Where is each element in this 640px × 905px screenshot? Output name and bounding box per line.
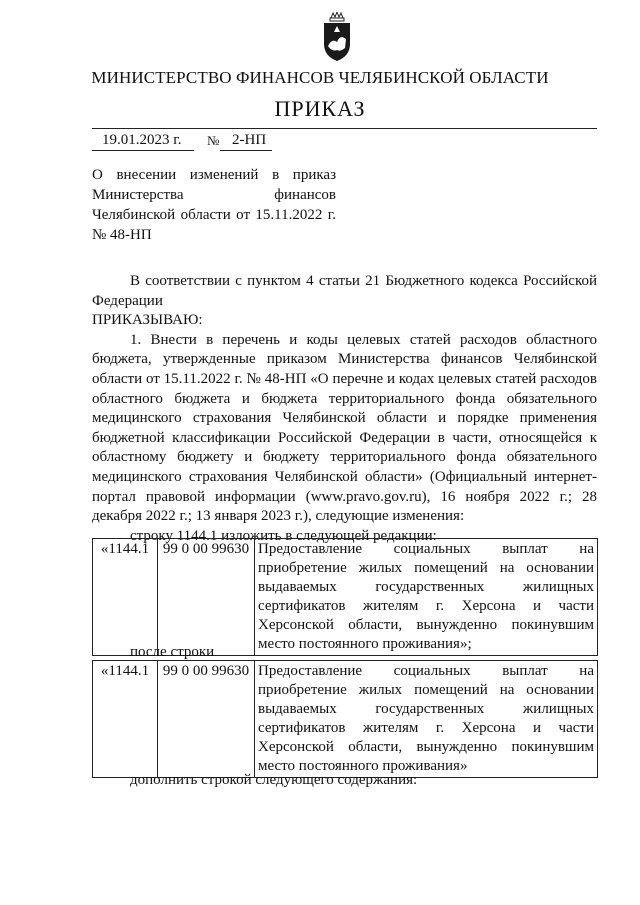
document-title: ПРИКАЗ xyxy=(274,96,366,121)
row-code: «1144.1 xyxy=(93,539,158,656)
document-body xyxy=(92,272,597,546)
date-number-row xyxy=(92,132,392,152)
row-kcsr: 99 0 00 99630 xyxy=(158,661,255,778)
document-date: 19.01.2023 г. xyxy=(102,132,182,148)
intro-paragraph: В соответствии с пунктом 4 статьи 21 Бюджетного кодекса Российской Федерации xyxy=(92,273,597,309)
coat-of-arms-icon xyxy=(318,12,356,62)
subject-line: О внесении изменений в приказ xyxy=(92,167,336,183)
document-number: 2-НП xyxy=(232,132,267,148)
subject-line: Челябинской области от 15.11.2022 г. xyxy=(92,207,336,223)
item-1-paragraph: 1. Внести в перечень и коды целевых статей расходов областного бюджета, утвержденные приказом Министерства финансов Челябинской области от 15.11.2022 г. № 48-НП «О перечне и кодах целевых статей расходов областного бюджета и бюджета территориального фонда обязательного медицинского страхования Челябинской области и порядке применения бюджетной классификации Российской Федерации в части, относящейся к областному бюджету и бюджету территориального фонда обязательного медицинского страхования Челябинской области» (Официальный интернет-портал правовой информации (www.pravo.gov.ru), 16 ноября 2022 г.; 28 декабря 2022 г.; 13 января 2023 г.), следующие изменения: xyxy=(92,331,597,525)
row-kcsr: 99 0 00 99630 xyxy=(158,539,255,656)
header-divider xyxy=(92,128,597,129)
replacement-table xyxy=(92,538,598,656)
ministry-name: МИНИСТЕРСТВО ФИНАНСОВ ЧЕЛЯБИНСКОЙ ОБЛАСТИ xyxy=(91,68,549,87)
date-underline xyxy=(92,150,194,151)
reference-table xyxy=(92,660,598,778)
document-subject xyxy=(92,165,336,245)
row-code: «1144.1 xyxy=(93,661,158,778)
row-description: Предоставление социальных выплат на приобретение жилых помещений на основании выдаваемых государственных жилищных сертификатов жителям г. Херсона и части Херсонской области, вынужденно покинувшим место постоянного проживания» xyxy=(255,661,598,778)
order-word: ПРИКАЗЫВАЮ: xyxy=(92,312,203,329)
replace-instruction: строку 1144.1 изложить в следующей редакции: xyxy=(130,527,437,544)
number-underline xyxy=(220,150,272,151)
row-description: Предоставление социальных выплат на приобретение жилых помещений на основании выдаваемых государственных жилищных сертификатов жителям г. Херсона и части Херсонской области, вынужденно покинувшим место постоянного проживания»; xyxy=(255,539,598,656)
subject-line: № 48-НП xyxy=(92,227,152,243)
subject-line: Министерства финансов xyxy=(92,187,336,203)
table-row xyxy=(93,539,598,656)
table-row xyxy=(93,661,598,778)
add-line-instruction: дополнить строкой следующего содержания: xyxy=(130,772,418,788)
after-line-label: после строки xyxy=(130,644,215,660)
number-sign: № xyxy=(207,133,220,148)
